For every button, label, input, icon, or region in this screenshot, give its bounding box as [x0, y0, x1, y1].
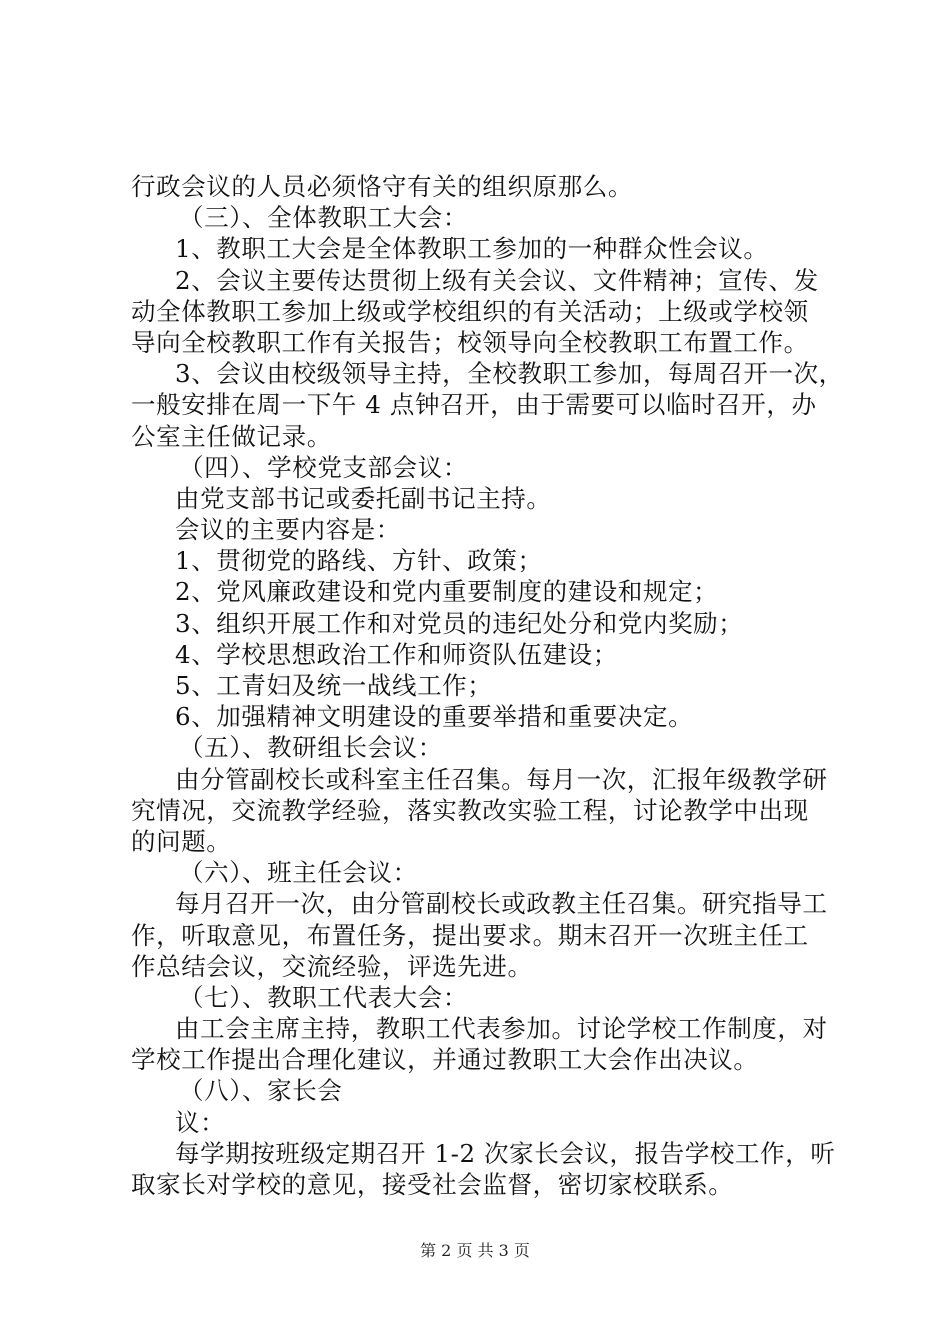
text-line: 动全体教职工参加上级或学校组织的有关活动；上级或学校领: [131, 296, 809, 326]
text-line: 议：: [175, 1107, 226, 1137]
text-line: 每月召开一次，由分管副校长或政教主任召集。研究指导工: [175, 889, 828, 919]
text-line: 作总结会议，交流经验，评选先进。: [131, 951, 533, 981]
text-line: 究情况，交流教学经验，落实教改实验工程，讨论教学中出现: [131, 795, 809, 825]
text-line: 6、加强精神文明建设的重要举措和重要决定。: [175, 702, 694, 732]
text-line: 3、组织开展工作和对党员的违纪处分和党内奖励；: [175, 608, 744, 638]
section-heading: （五）、教研组长会议：: [179, 733, 443, 763]
text-line: 的问题。: [131, 826, 232, 856]
text-line: 2、党风廉政建设和党内重要制度的建设和规定；: [175, 577, 719, 607]
section-heading: （八）、家长会: [179, 1076, 343, 1106]
page-number-footer: 第 2 页 共 3 页: [420, 1241, 530, 1260]
text-line: 作，听取意见，布置任务，提出要求。期末召开一次班主任工: [131, 920, 809, 950]
text-line: 学校工作提出合理化建议，并通过教职工大会作出决议。: [131, 1045, 759, 1075]
text-line: 由分管副校长或科室主任召集。每月一次，汇报年级教学研: [175, 764, 828, 794]
text-line: 会议的主要内容是：: [175, 515, 401, 545]
text-line: 导向全校教职工作有关报告；校领导向全校教职工布置工作。: [131, 327, 809, 357]
text-line: 每学期按班级定期召开 1-2 次家长会议，报告学校工作，听: [175, 1138, 836, 1168]
section-heading: （七）、教职工代表大会：: [179, 982, 468, 1012]
text-line: 5、工青妇及统一战线工作；: [175, 671, 493, 700]
section-heading: （六）、班主任会议：: [179, 858, 418, 888]
text-line: 由工会主席主持，教职工代表参加。讨论学校工作制度，对: [175, 1014, 828, 1044]
text-line: 1、教职工大会是全体教职工参加的一种群众性会议。: [175, 234, 769, 264]
section-heading: （三）、全体教职工大会：: [179, 203, 468, 233]
section-heading: （四）、学校党支部会议：: [179, 452, 468, 482]
text-line: 3、会议由校级领导主持，全校教职工参加，每周召开一次，: [175, 359, 844, 389]
text-line: 2、会议主要传达贯彻上级有关会议、文件精神；宣传、发: [175, 265, 819, 295]
text-line: 4、学校思想政治工作和师资队伍建设；: [175, 639, 618, 669]
text-line: 取家长对学校的意见，接受社会监督，密切家校联系。: [131, 1170, 734, 1199]
text-line: 由党支部书记或委托副书记主持。: [175, 483, 552, 513]
document-body: [131, 171, 844, 1200]
text-line: 1、贯彻党的路线、方针、政策；: [175, 546, 543, 576]
text-line: 一般安排在周一下午 4 点钟召开，由于需要可以临时召开，办: [131, 390, 817, 420]
text-line: 公室主任做记录。: [131, 421, 332, 451]
text-line: 行政会议的人员必须恪守有关的组织原那么。: [131, 172, 633, 201]
